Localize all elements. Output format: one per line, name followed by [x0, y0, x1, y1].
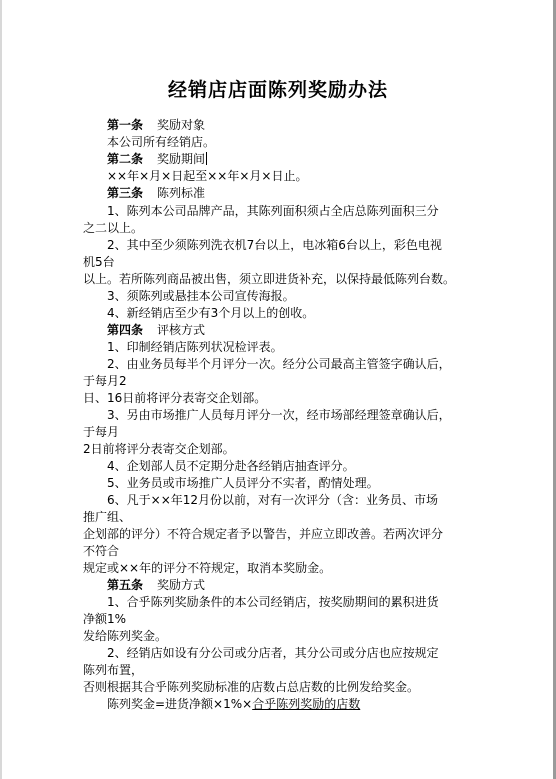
formula-line	[107, 697, 360, 711]
text-line: 4、企划部人员不定期分赴各经销店抽查评分。	[107, 459, 355, 473]
text-line: 日、16日前将评分表寄交企划部。	[83, 391, 267, 405]
article-5-heading	[107, 578, 205, 592]
text-line: 净额1%	[83, 612, 127, 626]
text-line: 2、经销店如设有分公司或分店者，其分公司或分店也应按规定	[107, 646, 439, 660]
text-line: 推广组、	[83, 510, 132, 524]
article-1-heading	[107, 118, 205, 132]
article-2-heading	[107, 152, 207, 166]
article-number: 第四条	[107, 323, 144, 337]
article-4-heading	[107, 323, 205, 337]
text-line: 本公司所有经销店。	[107, 135, 216, 149]
text-line: 5、业务员或市场推广人员评分不实者，酌情处理。	[107, 476, 379, 490]
text-line: 2日前将评分表寄交企划部。	[83, 442, 235, 456]
article-number: 第三条	[107, 186, 144, 200]
article-number: 第五条	[107, 578, 144, 592]
text-line: 1、合乎陈列奖励条件的本公司经销店，按奖励期间的累积进货	[107, 595, 439, 609]
text-line: 之二以上。	[83, 221, 144, 235]
article-title: 奖励期间	[157, 152, 206, 166]
article-number: 第二条	[107, 152, 144, 166]
text-line: 1、陈列本公司品牌产品，其陈列面积须占全店总陈列面积三分	[107, 204, 439, 218]
text-line: 否则根据其合乎陈列奖励标准的店数占总店数的比例发给奖金。	[83, 680, 420, 694]
article-number: 第一条	[107, 118, 144, 132]
article-3-heading	[107, 186, 205, 200]
article-title: 奖励方式	[157, 578, 206, 592]
text-line: 于每月2	[83, 374, 127, 388]
text-cursor	[206, 152, 207, 165]
text-line: ××年×月×日起至××年×月×日止。	[107, 169, 308, 183]
article-title: 评核方式	[157, 323, 206, 337]
text-line: 不符合	[83, 544, 120, 558]
text-line: 6、凡于××年12月份以前，对有一次评分（含：业务员、市场	[107, 493, 439, 507]
text-line: 企划部的评分）不符合规定者予以警告，并应立即改善。若两次评分	[83, 527, 444, 541]
text-line: 3、须陈列或悬挂本公司宣传海报。	[107, 289, 295, 303]
text-line: 3、另由市场推广人员每月评分一次，经市场部经理签章确认后，	[107, 408, 451, 422]
text-line: 机5台	[83, 255, 115, 269]
text-line: 以上。若所陈列商品被出售，须立即进货补充，以保持最低陈列台数。	[83, 272, 456, 286]
formula-numerator: 合乎陈列奖励的店数	[252, 697, 361, 711]
text-line: 陈列布置，	[83, 663, 144, 677]
text-line: 于每月	[83, 425, 120, 439]
document-title: 经销店店面陈列奖励办法	[167, 79, 388, 101]
text-line: 发给陈列奖金。	[83, 629, 168, 643]
text-line: 规定或××年的评分不符规定，取消本奖励金。	[83, 561, 332, 575]
article-title: 陈列标准	[157, 186, 206, 200]
text-line: 4、新经销店至少有3个月以上的创收。	[107, 306, 315, 320]
formula-left: 陈列奖金=进货净额×1%×	[107, 697, 253, 711]
text-line: 2、其中至少须陈列洗衣机7台以上，电冰箱6台以上，彩色电视	[107, 238, 442, 252]
article-title: 奖励对象	[157, 118, 206, 132]
text-line: 2、由业务员每半个月评分一次。经分公司最高主管签字确认后，	[107, 357, 451, 371]
text-line: 1、印制经销店陈列状况检评表。	[107, 340, 283, 354]
